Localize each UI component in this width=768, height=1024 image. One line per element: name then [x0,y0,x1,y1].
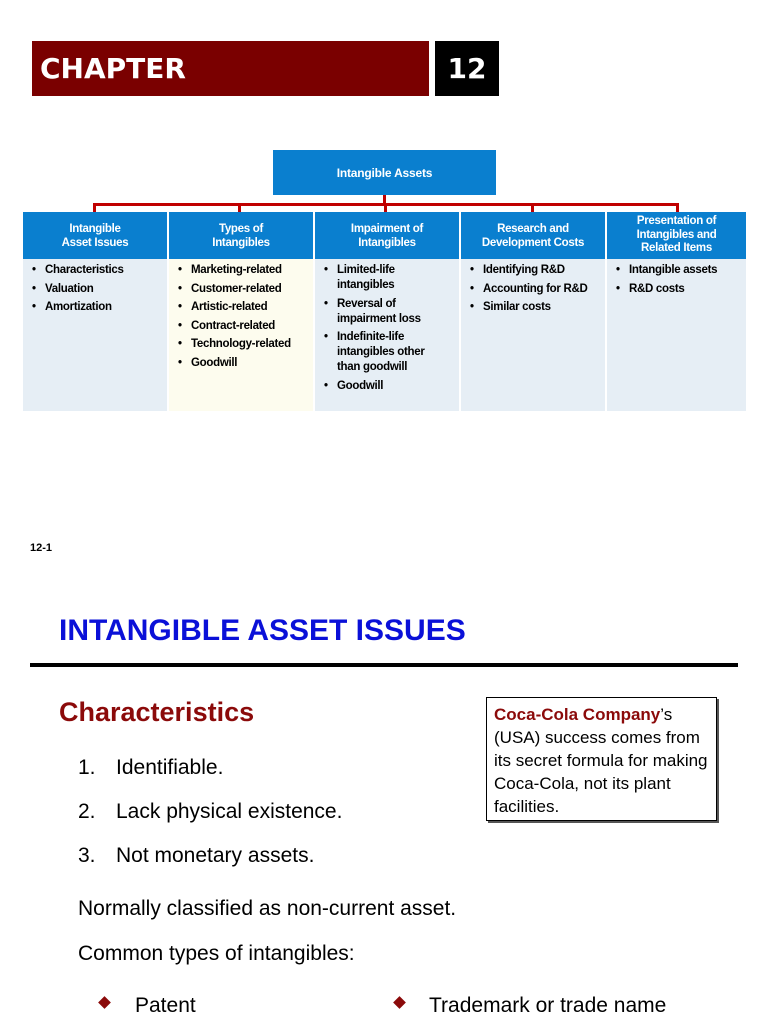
list-item: • Indefinite-life intangibles other than goodwill [323,330,443,375]
connector-drop-5 [676,203,679,212]
diamond-bullet-icon [98,996,111,1009]
connector-drop-4 [531,203,534,212]
col-head-1 [23,212,167,259]
list-item [78,842,342,886]
list-item: • Goodwill [323,379,443,394]
item-text: Identifiable. [116,756,224,779]
col-head-1-line: Asset Issues [61,236,129,249]
col-head-2-line: Types of [218,222,264,235]
col-head-3 [315,212,459,259]
item-number: 1. [78,756,96,779]
org-root: Intangible Assets [273,150,496,195]
list-item: • Reversal of impairment loss [323,297,443,327]
list-item: • Goodwill [177,356,309,371]
col-head-5-line: Intangibles and [636,228,717,241]
item-number: 3. [78,844,96,867]
col-body-4 [461,259,605,411]
title-rule [30,663,738,667]
diamond-bullet-icon [393,996,406,1009]
org-chart [0,0,768,420]
connector-drop-1 [93,203,96,212]
list-item [78,798,342,842]
list-item: • R&D costs [615,282,742,297]
list-item: • Amortization [31,300,163,315]
item-text: Not monetary assets. [116,844,315,867]
list-item: • Characteristics [31,263,163,278]
section-heading: Characteristics [59,697,255,727]
chapter-number: 12 [435,41,499,96]
list-item: • Limited-life intangibles [323,263,443,293]
item-number: 2. [78,800,96,823]
list-item [78,754,342,798]
connector-drop-2 [238,203,241,212]
list-item: • Technology-related [177,337,309,352]
callout-company: Coca-Cola Company [494,705,661,724]
type-item: Patent [135,994,196,1017]
col-head-3-line: Impairment of [350,222,424,235]
list-item: • Customer-related [177,282,309,297]
list-item: • Intangible assets [615,263,742,278]
list-item: • Artistic-related [177,300,309,315]
col-head-4 [461,212,605,259]
characteristics-list [78,754,342,886]
callout-box [486,697,717,821]
list-item: • Accounting for R&D [469,282,601,297]
col-head-4-line: Research and [497,222,569,235]
col-head-5 [607,212,746,259]
list-item: • Identifying R&D [469,263,601,278]
col-head-2-line: Intangibles [212,236,270,249]
connector-drop-3 [384,203,387,212]
item-text: Lack physical existence. [116,800,343,823]
types-intro-text: Common types of intangibles: [78,942,355,965]
col-head-1-line: Intangible [69,222,121,235]
slide-number: 12-1 [30,542,53,554]
callout-text: ’s (USA) success comes from its secret formula for making Coca-Cola, not its plant facilities. [494,705,708,816]
list-item: • Contract-related [177,319,309,334]
page-title: INTANGIBLE ASSET ISSUES [59,614,466,647]
col-body-1 [23,259,167,411]
col-body-2 [169,259,313,411]
col-body-5 [607,259,746,411]
col-head-3-line: Intangibles [358,236,416,249]
list-item: • Similar costs [469,300,601,315]
list-item: • Marketing-related [177,263,309,278]
type-item: Trademark or trade name [429,994,667,1017]
col-head-5-line: Related Items [641,242,712,255]
col-head-5-line: Presentation of [636,215,717,228]
list-item: • Valuation [31,282,163,297]
col-head-4-line: Development Costs [481,236,585,249]
col-body-3 [315,259,459,411]
classification-text: Normally classified as non-current asset. [78,897,457,920]
col-head-2 [169,212,313,259]
chapter-label: CHAPTER [32,41,429,96]
